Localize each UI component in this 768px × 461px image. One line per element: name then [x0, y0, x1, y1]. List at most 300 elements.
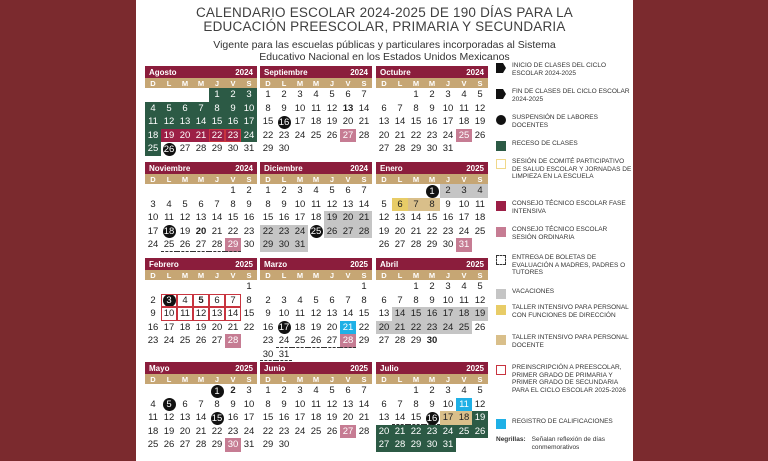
- day-cell: 9: [429, 294, 435, 306]
- day-cell: 11: [456, 398, 472, 412]
- day-cell: 23: [278, 425, 290, 437]
- day-cell: 4: [177, 294, 193, 308]
- day-cell: 11: [311, 198, 321, 210]
- day-cell: 31: [440, 438, 456, 452]
- day-cell: 28: [392, 438, 408, 452]
- day-cell: 10: [294, 398, 306, 410]
- day-cell: 23: [424, 321, 440, 335]
- day-cell: 2: [429, 281, 435, 292]
- month-header: [145, 162, 257, 174]
- day-cell: 9: [281, 398, 287, 410]
- day-cell: 19: [326, 116, 338, 127]
- empty-cell: [376, 88, 392, 102]
- weekday-label: M: [312, 78, 320, 88]
- day-cell: 17: [294, 116, 306, 127]
- day-cell: 24: [440, 321, 456, 335]
- legend-label: INICIO DE CLASES DEL CICLO ESCOLAR 2024-2025: [512, 62, 607, 77]
- title-line-2: EDUCACIÓN PREESCOLAR, PRIMARIA Y SECUNDARIA: [203, 19, 566, 34]
- day-cell: 7: [397, 398, 403, 410]
- day-cell: 7: [397, 102, 403, 114]
- day-cell: 14: [342, 308, 354, 319]
- legend-item: [496, 200, 632, 215]
- day-cell: 1: [413, 89, 419, 100]
- month-header: [376, 362, 488, 374]
- day-cell: 21: [392, 425, 408, 439]
- dashed-swatch: [496, 255, 506, 265]
- weekday-label: L: [397, 78, 403, 88]
- day-cell: 26: [177, 238, 193, 252]
- month-marzo: [260, 258, 372, 361]
- day-cell: 18: [179, 321, 191, 333]
- weekday-label: M: [428, 78, 436, 88]
- day-cell: 15: [211, 412, 223, 424]
- day-cell: 4: [145, 102, 161, 116]
- day-cell: 25: [456, 129, 472, 143]
- color-swatch: [496, 227, 506, 237]
- weekday-label: S: [477, 78, 483, 88]
- day-cell: 11: [295, 308, 305, 319]
- day-cell: 19: [195, 321, 207, 333]
- day-cell: 15: [426, 212, 438, 223]
- day-cell: 20: [326, 321, 338, 333]
- day-cell: 31: [243, 143, 255, 154]
- empty-cell: [161, 88, 177, 102]
- weekday-label: V: [230, 78, 236, 88]
- day-cell: 24: [458, 225, 470, 237]
- legend-label: RECESO DE CLASES: [512, 140, 578, 147]
- weekday-label: V: [345, 270, 351, 280]
- day-cell: 5: [329, 185, 335, 196]
- color-swatch: [496, 305, 506, 315]
- empty-cell: [161, 384, 177, 398]
- day-cell: 24: [294, 129, 306, 141]
- day-cell: 7: [345, 294, 351, 306]
- day-cell: 3: [281, 294, 287, 306]
- day-cell: 4: [150, 398, 156, 410]
- day-cell: 10: [442, 102, 454, 114]
- day-cell: 5: [161, 102, 177, 116]
- weekday-label: V: [461, 78, 467, 88]
- day-cell: 25: [179, 335, 191, 346]
- day-cell: 10: [294, 198, 306, 210]
- negrillas-text: Señalan reflexión de días conmemorativos: [531, 436, 605, 451]
- day-cell: 8: [209, 102, 225, 116]
- empty-cell: [340, 280, 356, 294]
- month-diciembre: [260, 162, 372, 252]
- day-cell: 1: [209, 88, 225, 102]
- day-cell: 25: [147, 439, 159, 450]
- day-cell: 25: [161, 238, 177, 252]
- day-cell: 31: [276, 348, 292, 362]
- month-year: 2024: [350, 67, 368, 77]
- day-cell: 31: [243, 439, 255, 450]
- day-cell: 29: [358, 335, 370, 346]
- page-title: [136, 6, 633, 34]
- day-cell: 30: [227, 143, 239, 154]
- outline-swatch: [496, 159, 506, 169]
- month-name: Abril: [380, 259, 399, 269]
- day-cell: 3: [297, 185, 303, 196]
- legend-item: [496, 88, 632, 103]
- day-cell: 16: [278, 212, 290, 223]
- day-cell: 23: [262, 335, 274, 346]
- day-cell: 12: [161, 115, 177, 129]
- weekday-row: [260, 270, 372, 280]
- day-cell: 25: [456, 321, 472, 335]
- weekday-label: V: [461, 270, 467, 280]
- day-cell: 6: [345, 89, 351, 100]
- day-cell: 28: [209, 238, 225, 252]
- empty-cell: [392, 384, 408, 398]
- day-cell: 17: [294, 212, 306, 223]
- day-cell: 24: [147, 239, 159, 250]
- weekday-label: J: [214, 270, 220, 280]
- day-cell: 24: [294, 425, 306, 437]
- weekday-label: S: [361, 374, 367, 384]
- day-cell: 2: [429, 385, 435, 396]
- day-cell: 13: [195, 212, 207, 223]
- day-cell: 22: [243, 321, 255, 333]
- day-cell: 21: [340, 321, 356, 335]
- weekday-label: D: [381, 78, 387, 88]
- day-cell: 22: [260, 225, 276, 239]
- day-grid: [376, 280, 488, 348]
- weekday-label: V: [230, 374, 236, 384]
- month-name: Julio: [380, 363, 399, 373]
- empty-cell: [161, 280, 177, 294]
- empty-cell: [161, 184, 177, 198]
- day-cell: 23: [442, 225, 454, 237]
- weekday-label: S: [477, 270, 483, 280]
- day-cell: 8: [361, 294, 367, 306]
- day-cell: 13: [394, 212, 406, 223]
- day-cell: 29: [225, 238, 241, 252]
- day-cell: 12: [378, 212, 390, 223]
- day-cell: 28: [358, 129, 370, 141]
- month-year: 2024: [350, 163, 368, 173]
- day-cell: 3: [445, 89, 451, 100]
- day-cell: 1: [246, 281, 252, 292]
- weekday-label: M: [312, 374, 320, 384]
- day-cell: 28: [358, 425, 370, 437]
- day-cell: 16: [278, 412, 290, 423]
- month-junio: [260, 362, 372, 452]
- day-cell: 4: [461, 385, 467, 396]
- day-cell: 6: [177, 102, 193, 116]
- day-cell: 16: [442, 212, 454, 223]
- day-cell: 2: [281, 89, 287, 100]
- day-cell: 14: [392, 411, 408, 425]
- day-cell: 20: [195, 225, 207, 237]
- day-cell: 12: [163, 412, 175, 423]
- month-febrero: [145, 258, 257, 348]
- day-cell: 26: [326, 129, 338, 141]
- day-cell: 4: [472, 184, 488, 198]
- weekday-label: J: [445, 78, 451, 88]
- weekday-label: M: [296, 78, 304, 88]
- month-name: Febrero: [149, 259, 179, 269]
- day-cell: 7: [361, 185, 367, 196]
- day-cell: 21: [394, 129, 406, 141]
- day-cell: 2: [429, 89, 435, 100]
- day-cell: 21: [195, 425, 207, 437]
- day-cell: 26: [195, 335, 207, 346]
- empty-cell: [177, 88, 193, 102]
- month-year: 2025: [466, 259, 484, 269]
- empty-cell: [260, 280, 276, 294]
- day-cell: 5: [313, 294, 319, 306]
- day-cell: 31: [442, 143, 454, 154]
- weekday-label: S: [246, 174, 252, 184]
- day-cell: 1: [424, 184, 440, 198]
- month-abril: [376, 258, 488, 348]
- day-cell: 20: [342, 116, 354, 127]
- month-header: [376, 66, 488, 78]
- legend-item: [496, 158, 632, 181]
- day-cell: 15: [262, 212, 274, 223]
- weekday-label: M: [412, 174, 420, 184]
- month-name: Diciembre: [264, 163, 303, 173]
- color-swatch: [496, 201, 506, 211]
- day-cell: 22: [262, 129, 274, 141]
- day-cell: 9: [281, 102, 287, 114]
- month-header: [260, 66, 372, 78]
- day-cell: 2: [230, 385, 236, 396]
- day-cell: 30: [276, 238, 292, 252]
- empty-cell: [177, 384, 193, 398]
- month-noviembre: [145, 162, 257, 252]
- day-cell: 21: [410, 225, 422, 237]
- weekday-label: L: [397, 174, 403, 184]
- day-cell: 4: [166, 198, 172, 210]
- day-cell: 17: [440, 411, 456, 425]
- dot-icon: [496, 115, 506, 125]
- day-cell: 1: [413, 385, 419, 396]
- day-cell: 7: [408, 198, 424, 212]
- day-cell: 14: [392, 307, 408, 321]
- weekday-label: J: [329, 174, 335, 184]
- legend-label: TALLER INTENSIVO PARA PERSONAL CON FUNCIONES DE DIRECCIÓN: [512, 304, 629, 319]
- day-cell: 30: [260, 348, 276, 362]
- day-cell: 13: [342, 398, 354, 410]
- weekday-label: M: [181, 374, 189, 384]
- month-year: 2025: [466, 363, 484, 373]
- day-cell: 13: [209, 307, 225, 321]
- outline-swatch: [496, 365, 506, 375]
- day-cell: 27: [179, 143, 191, 154]
- day-cell: 22: [408, 425, 424, 439]
- day-cell: 15: [408, 411, 424, 425]
- day-cell: 18: [474, 212, 486, 223]
- day-cell: 10: [243, 398, 255, 410]
- day-cell: 28: [394, 143, 406, 154]
- day-cell: 21: [356, 211, 372, 225]
- day-cell: 2: [265, 294, 271, 306]
- month-octubre: [376, 66, 488, 156]
- day-cell: 23: [424, 425, 440, 439]
- empty-cell: [392, 88, 408, 102]
- day-cell: 16: [243, 212, 255, 223]
- day-cell: 21: [358, 412, 370, 423]
- day-cell: 8: [214, 398, 220, 410]
- day-cell: 27: [340, 425, 356, 439]
- legend-item: [496, 334, 632, 349]
- weekday-label: L: [166, 174, 172, 184]
- legend-label: REGISTRO DE CALIFICACIONES: [512, 418, 613, 425]
- day-cell: 6: [198, 198, 204, 210]
- weekday-label: M: [197, 270, 205, 280]
- day-cell: 7: [361, 89, 367, 100]
- day-cell: 19: [324, 211, 340, 225]
- day-cell: 23: [225, 129, 241, 143]
- weekday-label: M: [428, 174, 436, 184]
- day-cell: 22: [262, 425, 274, 437]
- legend-label: ENTREGA DE BOLETAS DE EVALUACIÓN A MADRES, PADRES O TUTORES: [512, 254, 626, 276]
- day-cell: 25: [310, 129, 322, 141]
- day-cell: 18: [456, 411, 472, 425]
- day-cell: 2: [246, 185, 252, 196]
- day-cell: 19: [472, 411, 488, 425]
- day-cell: 9: [265, 308, 271, 319]
- day-cell: 10: [161, 307, 177, 321]
- title-line-1: CALENDARIO ESCOLAR 2024-2025 DE 190 DÍAS PARA LA: [195, 5, 574, 20]
- day-cell: 11: [164, 212, 174, 223]
- day-grid: [260, 384, 372, 452]
- weekday-label: L: [166, 270, 172, 280]
- day-cell: 23: [243, 225, 255, 237]
- month-year: 2024: [235, 163, 253, 173]
- weekday-label: M: [296, 270, 304, 280]
- weekday-label: S: [246, 270, 252, 280]
- weekday-label: M: [428, 374, 436, 384]
- day-cell: 27: [378, 335, 390, 346]
- day-cell: 22: [358, 321, 370, 333]
- day-cell: 23: [147, 335, 159, 346]
- day-cell: 5: [477, 89, 483, 100]
- day-cell: 21: [227, 321, 239, 333]
- weekday-label: D: [265, 78, 271, 88]
- weekday-label: S: [477, 174, 483, 184]
- day-cell: 21: [211, 225, 223, 237]
- day-cell: 21: [392, 321, 408, 335]
- day-cell: 7: [193, 102, 209, 116]
- day-cell: 13: [342, 198, 354, 210]
- day-cell: 17: [278, 322, 290, 333]
- weekday-label: V: [345, 78, 351, 88]
- legend-item: [496, 62, 632, 77]
- day-cell: 18: [147, 425, 159, 437]
- day-cell: 18: [310, 412, 322, 423]
- legend-item: [496, 114, 632, 129]
- month-year: 2024: [235, 67, 253, 77]
- day-cell: 20: [394, 225, 406, 237]
- day-cell: 23: [278, 129, 290, 141]
- weekday-label: M: [428, 270, 436, 280]
- day-cell: 26: [308, 334, 324, 348]
- month-year: 2025: [350, 363, 368, 373]
- day-cell: 12: [179, 212, 191, 223]
- day-cell: 30: [442, 239, 454, 250]
- day-cell: 3: [456, 184, 472, 198]
- day-cell: 16: [147, 321, 159, 333]
- day-cell: 28: [225, 334, 241, 348]
- flag-icon: [496, 89, 506, 99]
- day-cell: 29: [426, 239, 438, 250]
- month-year: 2025: [466, 163, 484, 173]
- day-cell: 30: [424, 438, 440, 452]
- day-cell: 13: [378, 308, 390, 319]
- empty-cell: [392, 280, 408, 294]
- weekday-label: D: [150, 78, 156, 88]
- weekday-label: M: [412, 270, 420, 280]
- day-cell: 3: [161, 294, 177, 308]
- day-cell: 9: [429, 102, 435, 114]
- day-cell: 22: [410, 129, 422, 141]
- day-cell: 24: [276, 334, 292, 348]
- weekday-label: S: [246, 374, 252, 384]
- day-cell: 5: [182, 198, 188, 210]
- negrillas-note: [496, 436, 632, 451]
- day-cell: 16: [227, 412, 239, 423]
- day-cell: 16: [278, 116, 290, 128]
- day-cell: 27: [340, 225, 356, 239]
- day-cell: 29: [211, 143, 223, 154]
- day-cell: 29: [211, 439, 223, 450]
- day-cell: 30: [278, 439, 290, 450]
- weekday-label: M: [312, 174, 320, 184]
- day-cell: 14: [394, 116, 406, 127]
- empty-cell: [145, 88, 161, 102]
- weekday-row: [376, 78, 488, 88]
- day-cell: 13: [179, 412, 191, 423]
- weekday-label: V: [345, 374, 351, 384]
- day-cell: 3: [445, 385, 451, 396]
- day-cell: 1: [265, 385, 271, 396]
- day-cell: 17: [294, 412, 306, 423]
- month-name: Octubre: [380, 67, 411, 77]
- month-year: 2024: [466, 67, 484, 77]
- day-cell: 10: [241, 102, 257, 116]
- day-cell: 1: [265, 89, 271, 100]
- day-cell: 10: [147, 212, 159, 223]
- day-cell: 8: [413, 398, 419, 410]
- weekday-row: [260, 78, 372, 88]
- subtitle-line-1: Vigente para las escuelas públicas y particulares incorporadas al Sistema: [213, 39, 556, 51]
- day-cell: 26: [324, 225, 340, 239]
- day-cell: 30: [426, 335, 438, 346]
- weekday-row: [145, 374, 257, 384]
- day-cell: 20: [177, 129, 193, 143]
- day-cell: 12: [326, 102, 338, 114]
- month-enero: [376, 162, 488, 252]
- month-header: [376, 162, 488, 174]
- color-swatch: [496, 419, 506, 429]
- day-cell: 24: [442, 129, 454, 141]
- weekday-label: V: [461, 174, 467, 184]
- month-header: [145, 66, 257, 78]
- month-name: Marzo: [264, 259, 288, 269]
- weekday-row: [145, 174, 257, 184]
- day-cell: 19: [179, 225, 191, 237]
- day-cell: 27: [193, 238, 209, 252]
- day-cell: 17: [241, 115, 257, 129]
- day-cell: 20: [340, 211, 356, 225]
- day-cell: 7: [198, 398, 204, 410]
- weekday-row: [376, 174, 488, 184]
- weekday-label: J: [214, 374, 220, 384]
- day-cell: 29: [410, 335, 422, 346]
- day-cell: 12: [326, 198, 338, 210]
